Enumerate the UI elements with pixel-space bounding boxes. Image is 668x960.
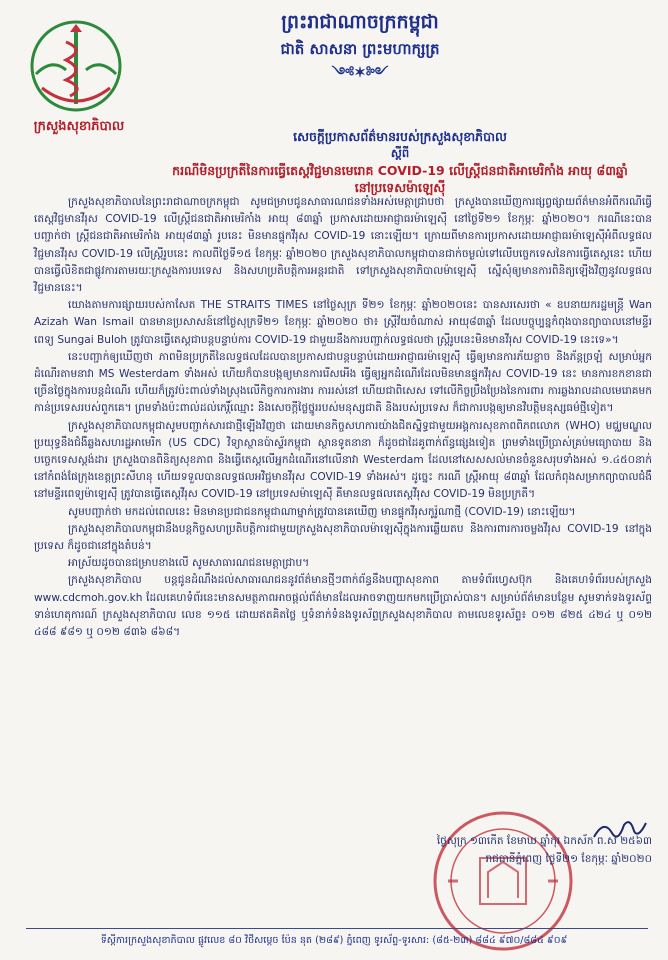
announcement-subject-country: នៅប្រទេសម៉ាឡេស៊ី (354, 180, 446, 195)
kingdom-title: ព្រះរាជាណាចក្រកម្ពុជា (281, 11, 439, 33)
paragraph: អាស្រ័យដូចបានជម្រាបខាងលើ សូមសាធារណជនមេត្តាជ្រាប។ (68, 557, 310, 570)
announcement-title: សេចក្តីប្រកាសព័ត៌មានរបស់ក្រសួងសុខាភិបាល (293, 129, 507, 144)
ministry-of-health-logo (22, 18, 130, 118)
announcement-subject-label: ស្តីពី (390, 146, 410, 160)
announcement-body (34, 194, 652, 641)
national-motto: ជាតិ សាសនា ព្រះមហាក្សត្រ (280, 40, 440, 58)
footer-address: ទីស្តីការក្រសួងសុខាភិបាល ផ្លូវលេខ ៨០ វិថីសម្តេច ប៉ែន នុត (២៨៩) ភ្នំពេញ ទូរស័ព្ទ-ទូរសារ: (៨៥-២៣) ៨៨៤ ៩៧០/៨៨៤ ៩០៩ (100, 935, 568, 946)
kingdom-heading (200, 8, 520, 84)
announcement-title-block (150, 128, 650, 196)
solar-date: រាជធានីភ្នំពេញ ថ្ងៃទី២១ ខែកុម្ភៈ ឆ្នាំ២០២០ (485, 853, 652, 865)
paragraph: យោងតាមការផ្សាយរបស់កាសែត THE STRAITS TIMES នៅថ្ងៃសុក្រ ទី២១ ខែកុម្ភៈ ឆ្នាំ២០២០នេះ បានសរសេរថា « ឧបនាយករដ្ឋមន្ត្រី Wan Azizah Wan Ismail បានមានប្រសាសន៍នៅថ្ងៃសុក្រទី២១ ខែកុម្ភៈ ឆ្នាំ២០២០ ថា៖ ស្ត្រីវ័យចំណាស់ អាយុ៨៣ឆ្នាំ ដែលបច្ចុប្បន្នកំពុងបានព្យាបាលនៅមន្ទីរពេទ្យ Sungai Buloh ត្រូវបានធ្វើតេស្តជាបន្តបន្ទាប់ការ COVID-19 ជាមួយនឹងការបញ្ជាក់លទ្ធផលថា ស្ត្រីរូបនេះមិនមានវីរុស COVID-19 នេះទេ»។ (34, 299, 652, 346)
paragraph: ក្រសួងសុខាភិបាលកម្ពុជានឹងបន្តកិច្ចសហប្រតិបត្តិការជាមួយក្រសួងសុខាភិបាលម៉ាឡេស៊ីក្នុងការឆ្លើយតប និងការពារការចម្លងវីរុស COVID-19 នៅក្នុងប្រទេស ក៏ដូចជានៅក្នុងតំបន់។ (34, 522, 652, 553)
date-block (372, 832, 652, 868)
ornament-divider: ༺✶༻ (331, 65, 389, 81)
paragraph: ក្រសួងសុខាភិបាលនៃព្រះរាជាណាចក្រកម្ពុជា សូមជម្រាបជូនសាធារណជនទាំងអស់មេត្តាជ្រាបថា ក្រសួងបានឃើញការផ្សព្វផ្សាយព័ត៌មានអំពីករណីធ្វើតេស្តវិជ្ជមានវីរុស COVID-19 លើស្ត្រីជនជាតិអាមេរិកាំង អាយុ ៨៣ឆ្នាំ ប្រកាសដោយអាជ្ញាធរម៉ាឡេស៊ី នៅថ្ងៃទី២១ ខែកុម្ភៈ ឆ្នាំ២០២០។ ករណីនេះបានបញ្ជាក់ថា ស្ត្រីជនជាតិអាមេរិកាំង អាយុ៨៣ឆ្នាំ រូបនេះ មិនមានផ្ទុកវីរុស COVID-19 នោះឡើយ។ ក្រោយពីមានការប្រកាសដោយអាជ្ញាធរម៉ាឡេស៊ីអំពីលទ្ធផលវិជ្ជមានវីរុស COVID-19 លើស្ត្រីរូបនេះ កាលពីថ្ងៃទី១៥ ខែកុម្ភៈ ឆ្នាំ២០២០ ក្រសួងសុខាភិបាលកម្ពុជាបានជាក់ចម្ងល់ទៅលើបច្ចេកទេសនៃការធ្វើតេស្តនេះ ហើយបានធ្វើលិខិតជាផ្លូវការតាមរយៈក្រសួងការបរទេស និងសហប្រតិបត្តិការអន្តរជាតិ ទៅក្រសួងសុខាភិបាលម៉ាឡេស៊ី ស្នើសុំឲ្យមានការពិនិត្យឡើងវិញនូវលទ្ធផលវិជ្ជមាននេះ។ (34, 196, 652, 295)
lunar-date: ថ្ងៃសុក្រ ១៣កើត ខែមាឃ ឆ្នាំកុរ ឯកស័ក ព.ស ២៥៦៣ (436, 835, 652, 847)
footer-divider (26, 928, 648, 929)
ministry-name: ក្រសួងសុខាភិបាល (33, 119, 125, 134)
paragraph: ក្រសួងសុខាភិបាលកម្ពុជាសូមបញ្ជាក់សារជាថ្មីឡើងវិញថា ដោយមានកិច្ចសហការយ៉ាងជិតស្និទ្ធជាមួយអង្គការសុខភាពពិភពលោក (WHO) មជ្ឈមណ្ឌលប្រយុទ្ធនឹងជំងឺឆ្លងសហរដ្ឋអាមេរិក (US CDC) វិទ្យាស្ថានប៉ាស្ទ័រកម្ពុជា ស្ថានទូតនានា ក៏ដូចជាដៃគូពាក់ព័ន្ធផ្សេងទៀត ព្រមទាំងប្រើប្រាស់គ្រប់មធ្យោបាយ និងបច្ចេកទេសស្តង់ដារ ក្រសួងបានពិនិត្យសុខភាព និងធ្វើតេស្តលើអ្នកដំណើរនៅលើនាវា Westerdam ដែលនៅសេសសល់មានចំនួនសរុបទាំងអស់ ១.៤៥០នាក់ នៅកំពង់ផែក្រុងខេត្តព្រះសីហនុ ហើយទទួលបានលទ្ធផលអវិជ្ជមានវីរុស COVID-19 ទាំងអស់។ ដូច្នេះ ករណី ស្ត្រីអាយុ ៨៣ឆ្នាំ ដែលកំពុងសម្រាកព្យាបាលជំងឺនៅមន្ទីរពេទ្យម៉ាឡេស៊ី ត្រូវបានធ្វើតេស្តវីរុស COVID-19 នៅប្រទេសម៉ាឡេស៊ី គឺមានលទ្ធផលតេស្តវីរុស COVID-19 មិនប្រក្រតី។ (34, 419, 652, 501)
paragraph: នេះបញ្ជាក់ឲ្យឃើញថា ភាពមិនប្រក្រតីនៃលទ្ធផលដែលបានប្រកាសជាបន្តបន្ទាប់ដោយអាជ្ញាធរម៉ាឡេស៊ី ធ្វើឲ្យមានការភ័យខ្លាច និងភ័ន្តច្រឡំ សម្រាប់អ្នកដំណើរតាមនាវា MS Westerdam ទាំងអស់ ហើយក៏បានបង្កឲ្យមានការរើសអើង ធ្វើឲ្យអ្នកដំណើរដែលមិនមានផ្ទុកវីរុស COVID-19 នេះ មានការខកខានជាច្រើនថ្ងៃក្នុងការបន្តដំណើរ ហើយក៏ត្រូវប៉ះពាល់ទាំងស្រុងលើកិច្ចការការងារ ការរស់នៅ ហើយជាពិសេស ទៅលើកិច្ចប្រឹងប្រែងនៃការពារ ការឆ្លងរាលដាលមេរោគមកកាន់ប្រទេសរបស់ពួកគេ។ ព្រមទាំងប៉ះពាល់ដល់កេរ្តិ៍ឈ្មោះ និងសេចក្តីថ្លៃថ្នូររបស់មនុស្សជាតិ និងរបស់ប្រទេស ក៏ជាការបង្កឲ្យមានវិបត្តិមនុស្សធម៌ថ្មីទៀត។ (34, 350, 652, 415)
paragraph: ក្រសួងសុខាភិបាល បន្តជូនដំណឹងដល់សាធារណជននូវព័ត៌មានថ្មីៗពាក់ព័ន្ធនឹងបញ្ហាសុខភាព តាមទំព័រហ្វេសប៊ុក និងគេហទំព័ររបស់ក្រសួង www.cdcmoh.gov.kh ដែលគេហទំព័រនេះមានសមត្ថភាពអាចផ្តល់ព័ត៌មានដែលអាចទាញយកមកប្រើប្រាស់បាន។ សម្រាប់ព័ត៌មានបន្ថែម សូមទាក់ទងទូរស័ព្ទទាន់ហេតុការណ៍ ក្រសួងសុខាភិបាល លេខ ១១៥ ដោយឥតគិតថ្លៃ ឬទំនាក់ទំនងទូរស័ព្ទក្រសួងសុខាភិបាល តាមលេខទូរស័ព្ទ៖ ០១២ ៨២៥ ៤២៤ ឬ ០១២ ៤៨៨ ៩៨១ ឬ ០១២ ៨៣៦ ៨៦៨។ (34, 574, 652, 639)
paragraph: សូមបញ្ជាក់ថា មកដល់ពេលនេះ មិនមានប្រជាជនកម្ពុជាណាម្នាក់ត្រូវបានគេឃើញ មានផ្ទុកវីរុសកូរ៉ូណាថ្មី (COVID-19) នោះឡើយ។ (68, 505, 576, 518)
announcement-subject: ករណីមិនប្រក្រតីនៃការធ្វើតេស្តវិជ្ជមានមេរោគ COVID-19 លើស្ត្រីជនជាតិអាមេរិកាំង អាយុ ៨៣ឆ្នាំ (172, 163, 628, 178)
